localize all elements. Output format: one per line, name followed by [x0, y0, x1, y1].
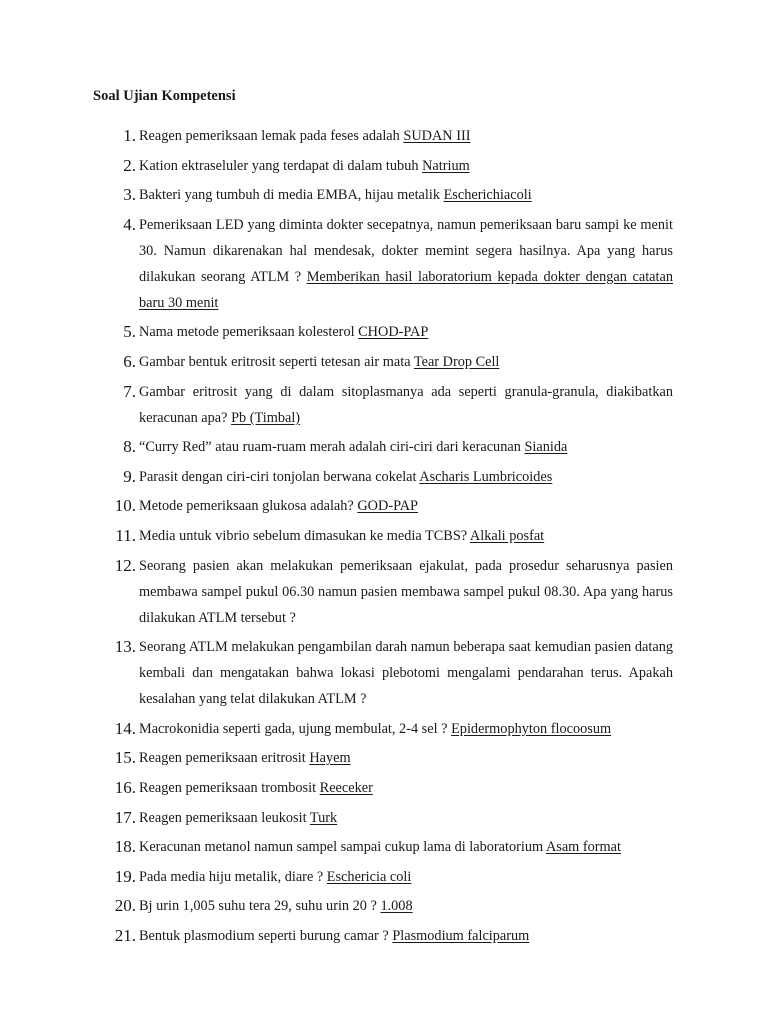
- question-number: 17.: [114, 807, 136, 827]
- question-answer: 1.008: [380, 898, 413, 915]
- question-item: [0, 923, 673, 949]
- question-item: [0, 553, 673, 631]
- question-item: [0, 834, 673, 860]
- question-text: Kation ektraseluler yang terdapat di dalam tubuh: [139, 157, 423, 174]
- question-item: [0, 864, 673, 890]
- question-number: 4.: [123, 214, 136, 234]
- question-text: Seorang ATLM melakukan pengambilan darah namun beberapa saat kemudian pasien datang kembali dan mengatakan bahwa lokasi plebotomi mengalami pendarahan terus. Apakah kesalahan yang telat dilakukan ATLM ?: [139, 639, 673, 708]
- question-text: Bakteri yang tumbuh di media EMBA, hijau metalik: [139, 187, 444, 204]
- question-item: [0, 379, 673, 431]
- question-item: [0, 893, 673, 919]
- question-answer: Natrium: [422, 157, 470, 174]
- question-answer: Memberikan hasil laboratorium kepada dokter dengan catatan baru 30 menit: [139, 268, 673, 311]
- question-answer: Sianida: [524, 439, 568, 456]
- question-number: 13.: [114, 637, 136, 657]
- question-item: [0, 775, 673, 801]
- question-answer: Asam format: [545, 839, 621, 856]
- question-answer: Plasmodium falciparum: [392, 927, 530, 944]
- question-number: 11.: [115, 525, 136, 545]
- question-text: “Curry Red” atau ruam-ruam merah adalah ciri-ciri dari keracunan: [139, 439, 525, 456]
- question-number: 12.: [114, 555, 136, 575]
- question-number: 9.: [123, 466, 136, 486]
- question-answer: Hayem: [309, 750, 351, 767]
- question-item: [0, 123, 673, 149]
- question-text: Media untuk vibrio sebelum dimasukan ke media TCBS?: [139, 527, 470, 544]
- question-text: Pemeriksaan LED yang diminta dokter secepatnya, namun pemeriksaan baru sampi ke menit 30. Namun dikarenakan hal mendesak, dokter memint segera hasilnya. Apa yang harus dilakukan seorang ATLM ?: [139, 216, 673, 285]
- question-number: 19.: [114, 866, 136, 886]
- question-text: Seorang pasien akan melakukan pemeriksaan ejakulat, pada prosedur seharusnya pasien membawa sampel pukul 06.30 namun pasien membawa sampel pukul 08.30. Apa yang harus dilakukan ATLM tersebut ?: [139, 557, 673, 626]
- question-item: [0, 212, 673, 316]
- question-answer: Ascharis Lumbricoides: [419, 468, 553, 485]
- question-item: [0, 805, 673, 831]
- question-number: 21.: [114, 925, 136, 945]
- question-number: 6.: [123, 351, 136, 371]
- question-number: 20.: [114, 896, 136, 916]
- question-text: Nama metode pemeriksaan kolesterol: [139, 324, 359, 341]
- question-item: [0, 745, 673, 771]
- question-answer: Tear Drop Cell: [413, 353, 500, 370]
- question-answer: Epidermophyton flocoosum: [451, 720, 612, 737]
- question-answer: Alkali posfat: [469, 527, 545, 544]
- question-text: Macrokonidia seperti gada, ujung membulat, 2-4 sel ?: [139, 720, 452, 737]
- question-item: [0, 319, 673, 345]
- question-answer: Turk: [309, 809, 338, 826]
- question-item: [0, 716, 673, 742]
- question-item: [0, 182, 673, 208]
- question-item: [0, 523, 673, 549]
- question-number: 5.: [123, 322, 136, 342]
- question-number: 16.: [114, 777, 136, 797]
- question-text: Bentuk plasmodium seperti burung camar ?: [139, 927, 393, 944]
- question-item: [0, 349, 673, 375]
- question-item: [0, 634, 673, 712]
- question-number: 2.: [123, 155, 136, 175]
- question-number: 18.: [114, 837, 136, 857]
- question-text: Reagen pemeriksaan trombosit: [139, 779, 320, 796]
- question-text: Metode pemeriksaan glukosa adalah?: [139, 498, 358, 515]
- question-text: Gambar bentuk eritrosit seperti tetesan air mata: [139, 353, 414, 370]
- question-item: [0, 153, 673, 179]
- question-number: 14.: [114, 718, 136, 738]
- question-answer: Eschericia coli: [326, 868, 412, 885]
- question-answer: SUDAN III: [403, 128, 471, 144]
- question-text: Reagen pemeriksaan lemak pada feses adalah: [139, 128, 404, 144]
- question-answer: GOD-PAP: [357, 498, 418, 515]
- question-answer: Escherichiacoli: [443, 187, 532, 204]
- question-list: [0, 123, 768, 952]
- question-number: 15.: [114, 748, 136, 768]
- question-text: Parasit dengan ciri-ciri tonjolan berwana cokelat: [139, 468, 420, 485]
- question-number: 1.: [123, 126, 136, 145]
- question-text: Pada media hiju metalik, diare ?: [139, 868, 327, 885]
- question-number: 7.: [123, 381, 136, 401]
- question-text: Reagen pemeriksaan eritrosit: [139, 750, 310, 767]
- question-item: [0, 434, 673, 460]
- question-number: 10.: [114, 496, 136, 516]
- question-answer: Pb (Timbal): [231, 409, 301, 426]
- question-answer: CHOD-PAP: [358, 324, 429, 341]
- question-text: Gambar eritrosit yang di dalam sitoplasmanya ada seperti granula-granula, diakibatkan keracunan apa?: [139, 383, 673, 426]
- question-text: Reagen pemeriksaan leukosit: [139, 809, 310, 826]
- question-item: [0, 464, 673, 490]
- question-item: [0, 493, 673, 519]
- question-number: 8.: [123, 437, 136, 457]
- question-text: Keracunan metanol namun sampel sampai cukup lama di laboratorium: [139, 839, 546, 856]
- document-title: Soal Ujian Kompetensi: [93, 88, 236, 104]
- question-number: 3.: [123, 185, 136, 205]
- question-answer: Reeceker: [319, 779, 373, 796]
- question-text: Bj urin 1,005 suhu tera 29, suhu urin 20 ?: [139, 898, 381, 915]
